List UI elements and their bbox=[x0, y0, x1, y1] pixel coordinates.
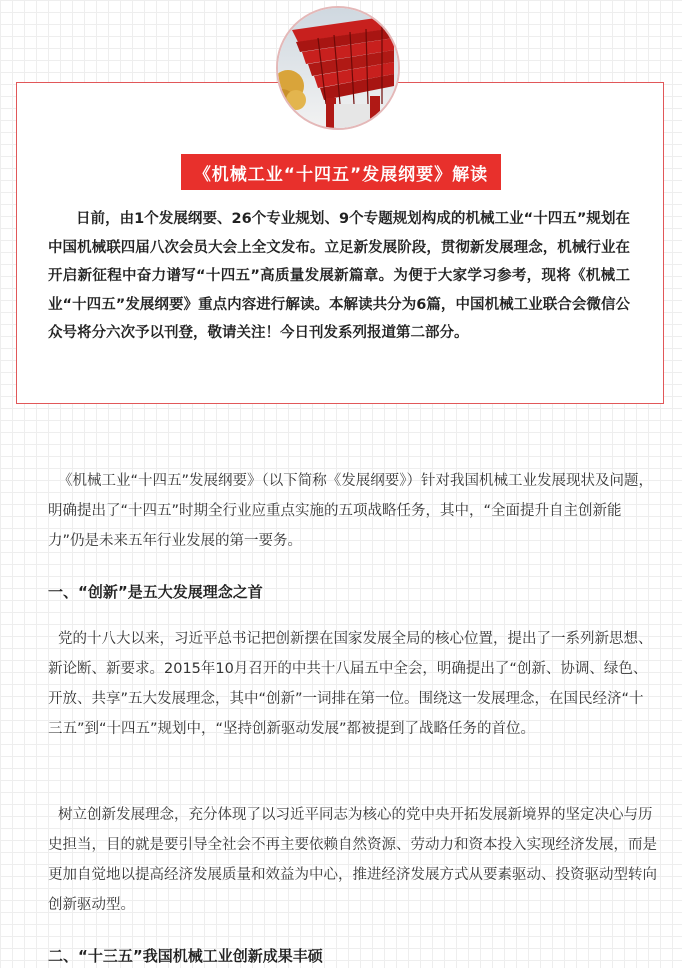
section-heading-1: 一、“创新”是五大发展理念之首 bbox=[48, 583, 263, 601]
pavilion-icon bbox=[278, 8, 398, 128]
body-paragraph-3: 树立创新发展理念，充分体现了以习近平同志为核心的党中央开拓发展新境界的坚定决心与历史担当，目的就是要引导全社会不再主要依赖自然资源、劳动力和资本投入实现经济发展，而是更加自觉地以提高经济发展质量和效益为中心，推进经济发展方式从要素驱动、投资驱动型转向创新驱动型。 bbox=[48, 807, 657, 913]
body-paragraph-2: 党的十八大以来，习近平总书记把创新摆在国家发展全局的核心位置，提出了一系列新思想、新论断、新要求。2015年10月召开的中共十八届五中全会，明确提出了“创新、协调、绿色、开放、共享”五大发展理念，其中“创新”一词排在第一位。围绕这一发展理念，在国民经济“十三五”到“十四五”规划中，“坚持创新驱动发展”都被提到了战略任务的首位。 bbox=[48, 631, 653, 737]
china-pavilion-image bbox=[276, 6, 400, 130]
intro-paragraph: 日前，由1个发展纲要、26个专业规划、9个专题规划构成的机械工业“十四五”规划在中国机械联四届八次会员大会上全文发布。立足新发展阶段，贯彻新发展理念，机械行业在开启新征程中奋力谱写“十四五”高质量发展新篇章。为便于大家学习参考，现将《机械工业“十四五”发展纲要》重点内容进行解读。本解读共分为6篇，中国机械工业联合会微信公众号将分六次予以刊登，敬请关注！今日刊发系列报道第二部分。 bbox=[48, 211, 630, 341]
article-title-banner: 《机械工业“十四五”发展纲要》解读 bbox=[181, 154, 501, 190]
body-paragraph-1: 《机械工业“十四五”发展纲要》（以下简称《发展纲要》）针对我国机械工业发展现状及问题，明确提出了“十四五”时期全行业应重点实施的五项战略任务，其中，“全面提升自主创新能力”仍是未来五年行业发展的第一要务。 bbox=[48, 473, 654, 549]
section-heading-2: 二、“十三五”我国机械工业创新成果丰硕 bbox=[48, 947, 323, 965]
